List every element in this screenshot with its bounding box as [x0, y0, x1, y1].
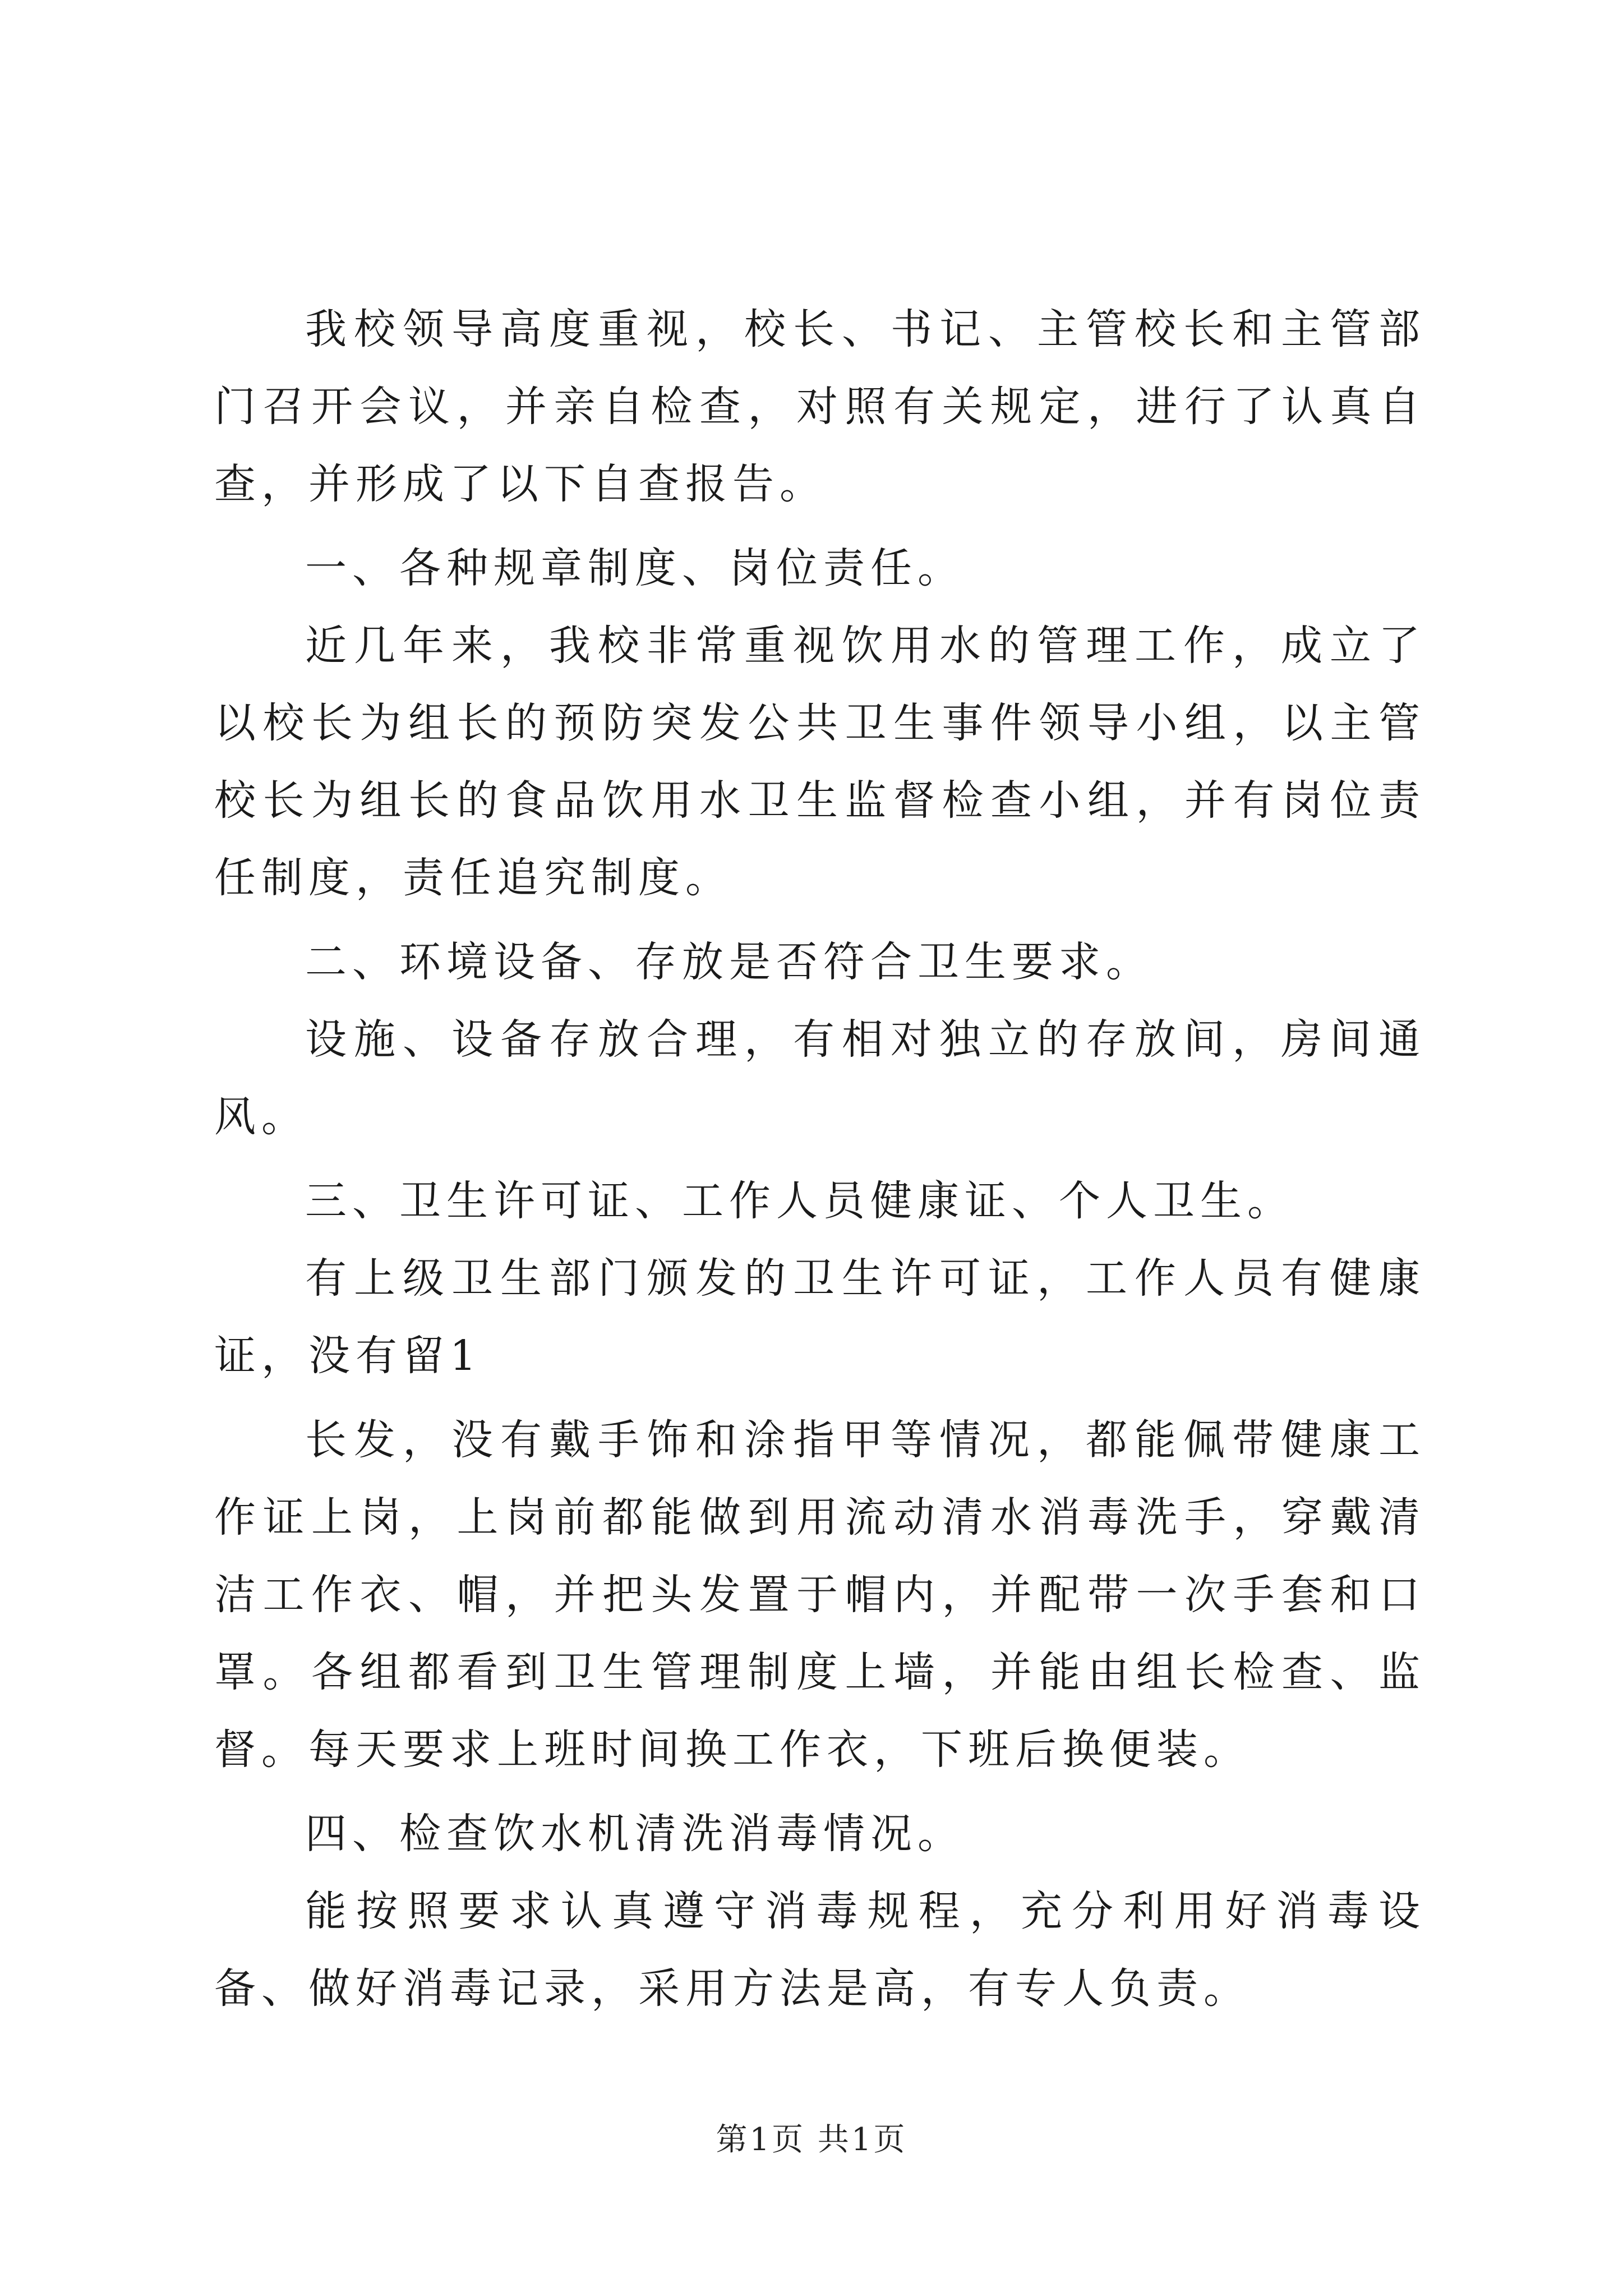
section-heading-3: 三、卫生许可证、工作人员健康证、个人卫生。 — [305, 1177, 1294, 1225]
paragraph-section-3b: 长发，没有戴手饰和涂指甲等情况，都能佩带健康工作证上岗，上岗前都能做到用流动清水消毒洗手，穿戴清洁工作衣、帽，并把头发置于帽内，并配带一次手套和口罩。各组都看到卫生管理制度上墙，并能由组长检查、监督。每天要求上班时间换工作衣，下班后换便装。 — [214, 1416, 1426, 1774]
page-footer: 第1页 共1页 — [716, 2122, 907, 2158]
paragraph-section-2: 设施、设备存放合理，有相对独立的存放间，房间通风。 — [214, 1015, 1426, 1141]
section-heading-4: 四、检查饮水机清洗消毒情况。 — [305, 1810, 965, 1858]
paragraph-intro: 我校领导高度重视，校长、书记、主管校长和主管部门召开会议，并亲自检查，对照有关规定，进行了认真自查，并形成了以下自查报告。 — [214, 305, 1426, 508]
section-heading-1: 一、各种规章制度、岗位责任。 — [305, 544, 965, 592]
paragraph-section-1: 近几年来，我校非常重视饮用水的管理工作，成立了以校长为组长的预防突发公共卫生事件领导小组，以主管校长为组长的食品饮用水卫生监督检查小组，并有岗位责任制度，责任追究制度。 — [214, 622, 1426, 902]
document-body — [214, 291, 1426, 2027]
section-heading-2: 二、环境设备、存放是否符合卫生要求。 — [305, 938, 1153, 986]
paragraph-section-4: 能按照要求认真遵守消毒规程，充分利用好消毒设备、做好消毒记录，采用方法是高，有专人负责。 — [214, 1887, 1426, 2013]
paragraph-section-3a: 有上级卫生部门颁发的卫生许可证，工作人员有健康证，没有留1 — [214, 1254, 1426, 1380]
